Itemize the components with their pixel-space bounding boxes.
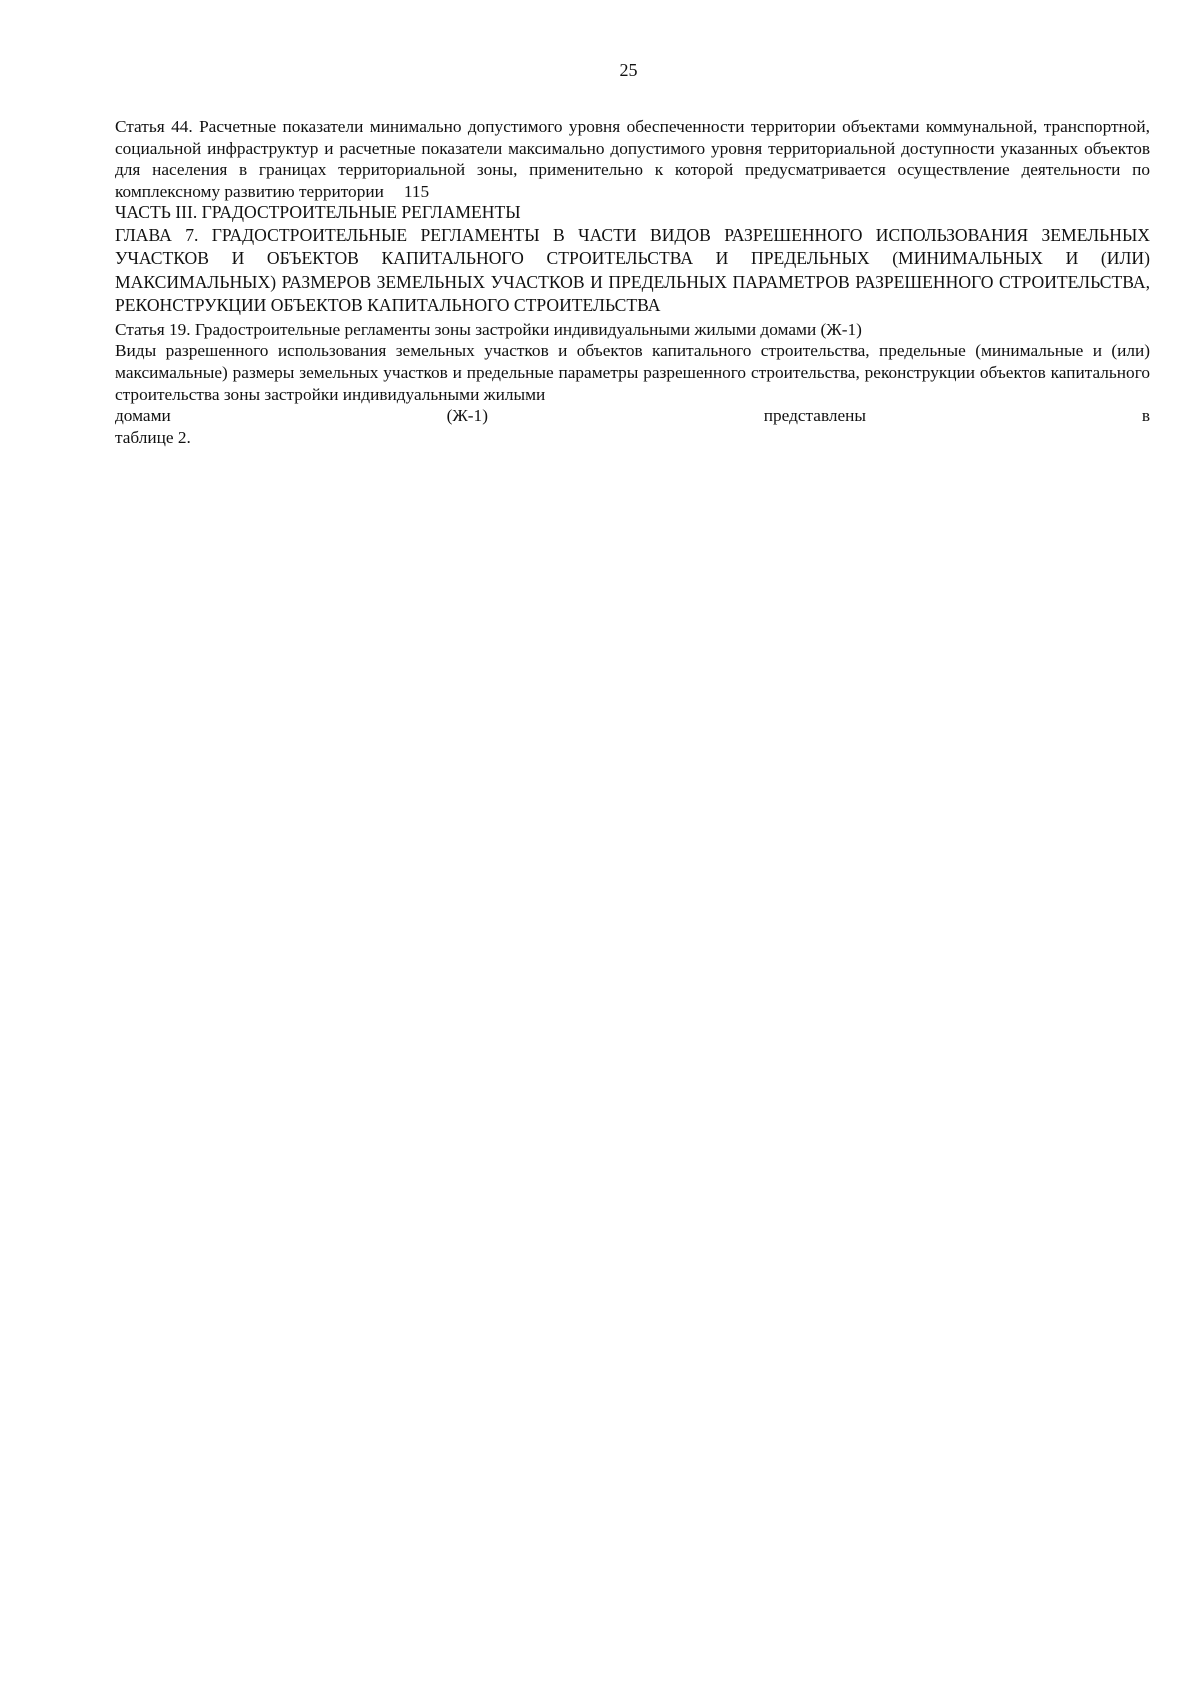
body-word: (Ж-1) bbox=[446, 406, 488, 426]
body-last-line: таблице 2. bbox=[115, 427, 191, 447]
body-word: представлены bbox=[763, 406, 867, 426]
body-word: в bbox=[1141, 406, 1150, 426]
toc-entry bbox=[115, 116, 1150, 202]
part-heading: ЧАСТЬ III. ГРАДОСТРОИТЕЛЬНЫЕ РЕГЛАМЕНТЫ bbox=[115, 202, 521, 223]
page-content bbox=[115, 116, 1150, 448]
page-number: 25 bbox=[619, 60, 638, 80]
article-heading: Статья 19. Градостроительные регламенты зоны застройки индивидуальными жилыми домами (Ж-1) bbox=[115, 319, 862, 339]
chapter-heading: ГЛАВА 7. ГРАДОСТРОИТЕЛЬНЫЕ РЕГЛАМЕНТЫ В ЧАСТИ ВИДОВ РАЗРЕШЕННОГО ИСПОЛЬЗОВАНИЯ ЗЕМЕЛЬНЫХ УЧАСТКОВ И ОБЪЕКТОВ КАПИТАЛЬНОГО СТРОИТЕЛЬСТВА И ПРЕДЕЛЬНЫХ (МИНИМАЛЬНЫХ И (ИЛИ) МАКСИМАЛЬНЫХ) РАЗМЕРОВ ЗЕМЕЛЬНЫХ УЧАСТКОВ И ПРЕДЕЛЬНЫХ ПАРАМЕТРОВ РАЗРЕШЕННОГО СТРОИТЕЛЬСТВА, РЕКОНСТРУКЦИИ ОБЪЕКТОВ КАПИТАЛЬНОГО СТРОИТЕЛЬСТВА bbox=[115, 224, 1150, 316]
toc-entry-page: 115 bbox=[403, 181, 430, 201]
toc-entry-text: Статья 44. Расчетные показатели минимально допустимого уровня обеспеченности территории объектами коммунальной, транспортной, социальной инфраструктур и расчетные показатели максимально допустимого уровня территориальной доступности указанных объектов для населения в границах территориальной зоны, применительно к которой предусматривается осуществление деятельности по комплексному развитию территории bbox=[115, 117, 1150, 201]
body-spread-line bbox=[115, 405, 1150, 427]
body-word: домами bbox=[115, 406, 171, 426]
body-paragraph: Виды разрешенного использования земельных участков и объектов капитального строительства, предельные (минимальные и (или) максимальные) размеры земельных участков и предельные параметры разрешенного строительства, реконструкции объектов капитального строительства зоны застройки индивидуальными жилыми bbox=[115, 341, 1150, 404]
